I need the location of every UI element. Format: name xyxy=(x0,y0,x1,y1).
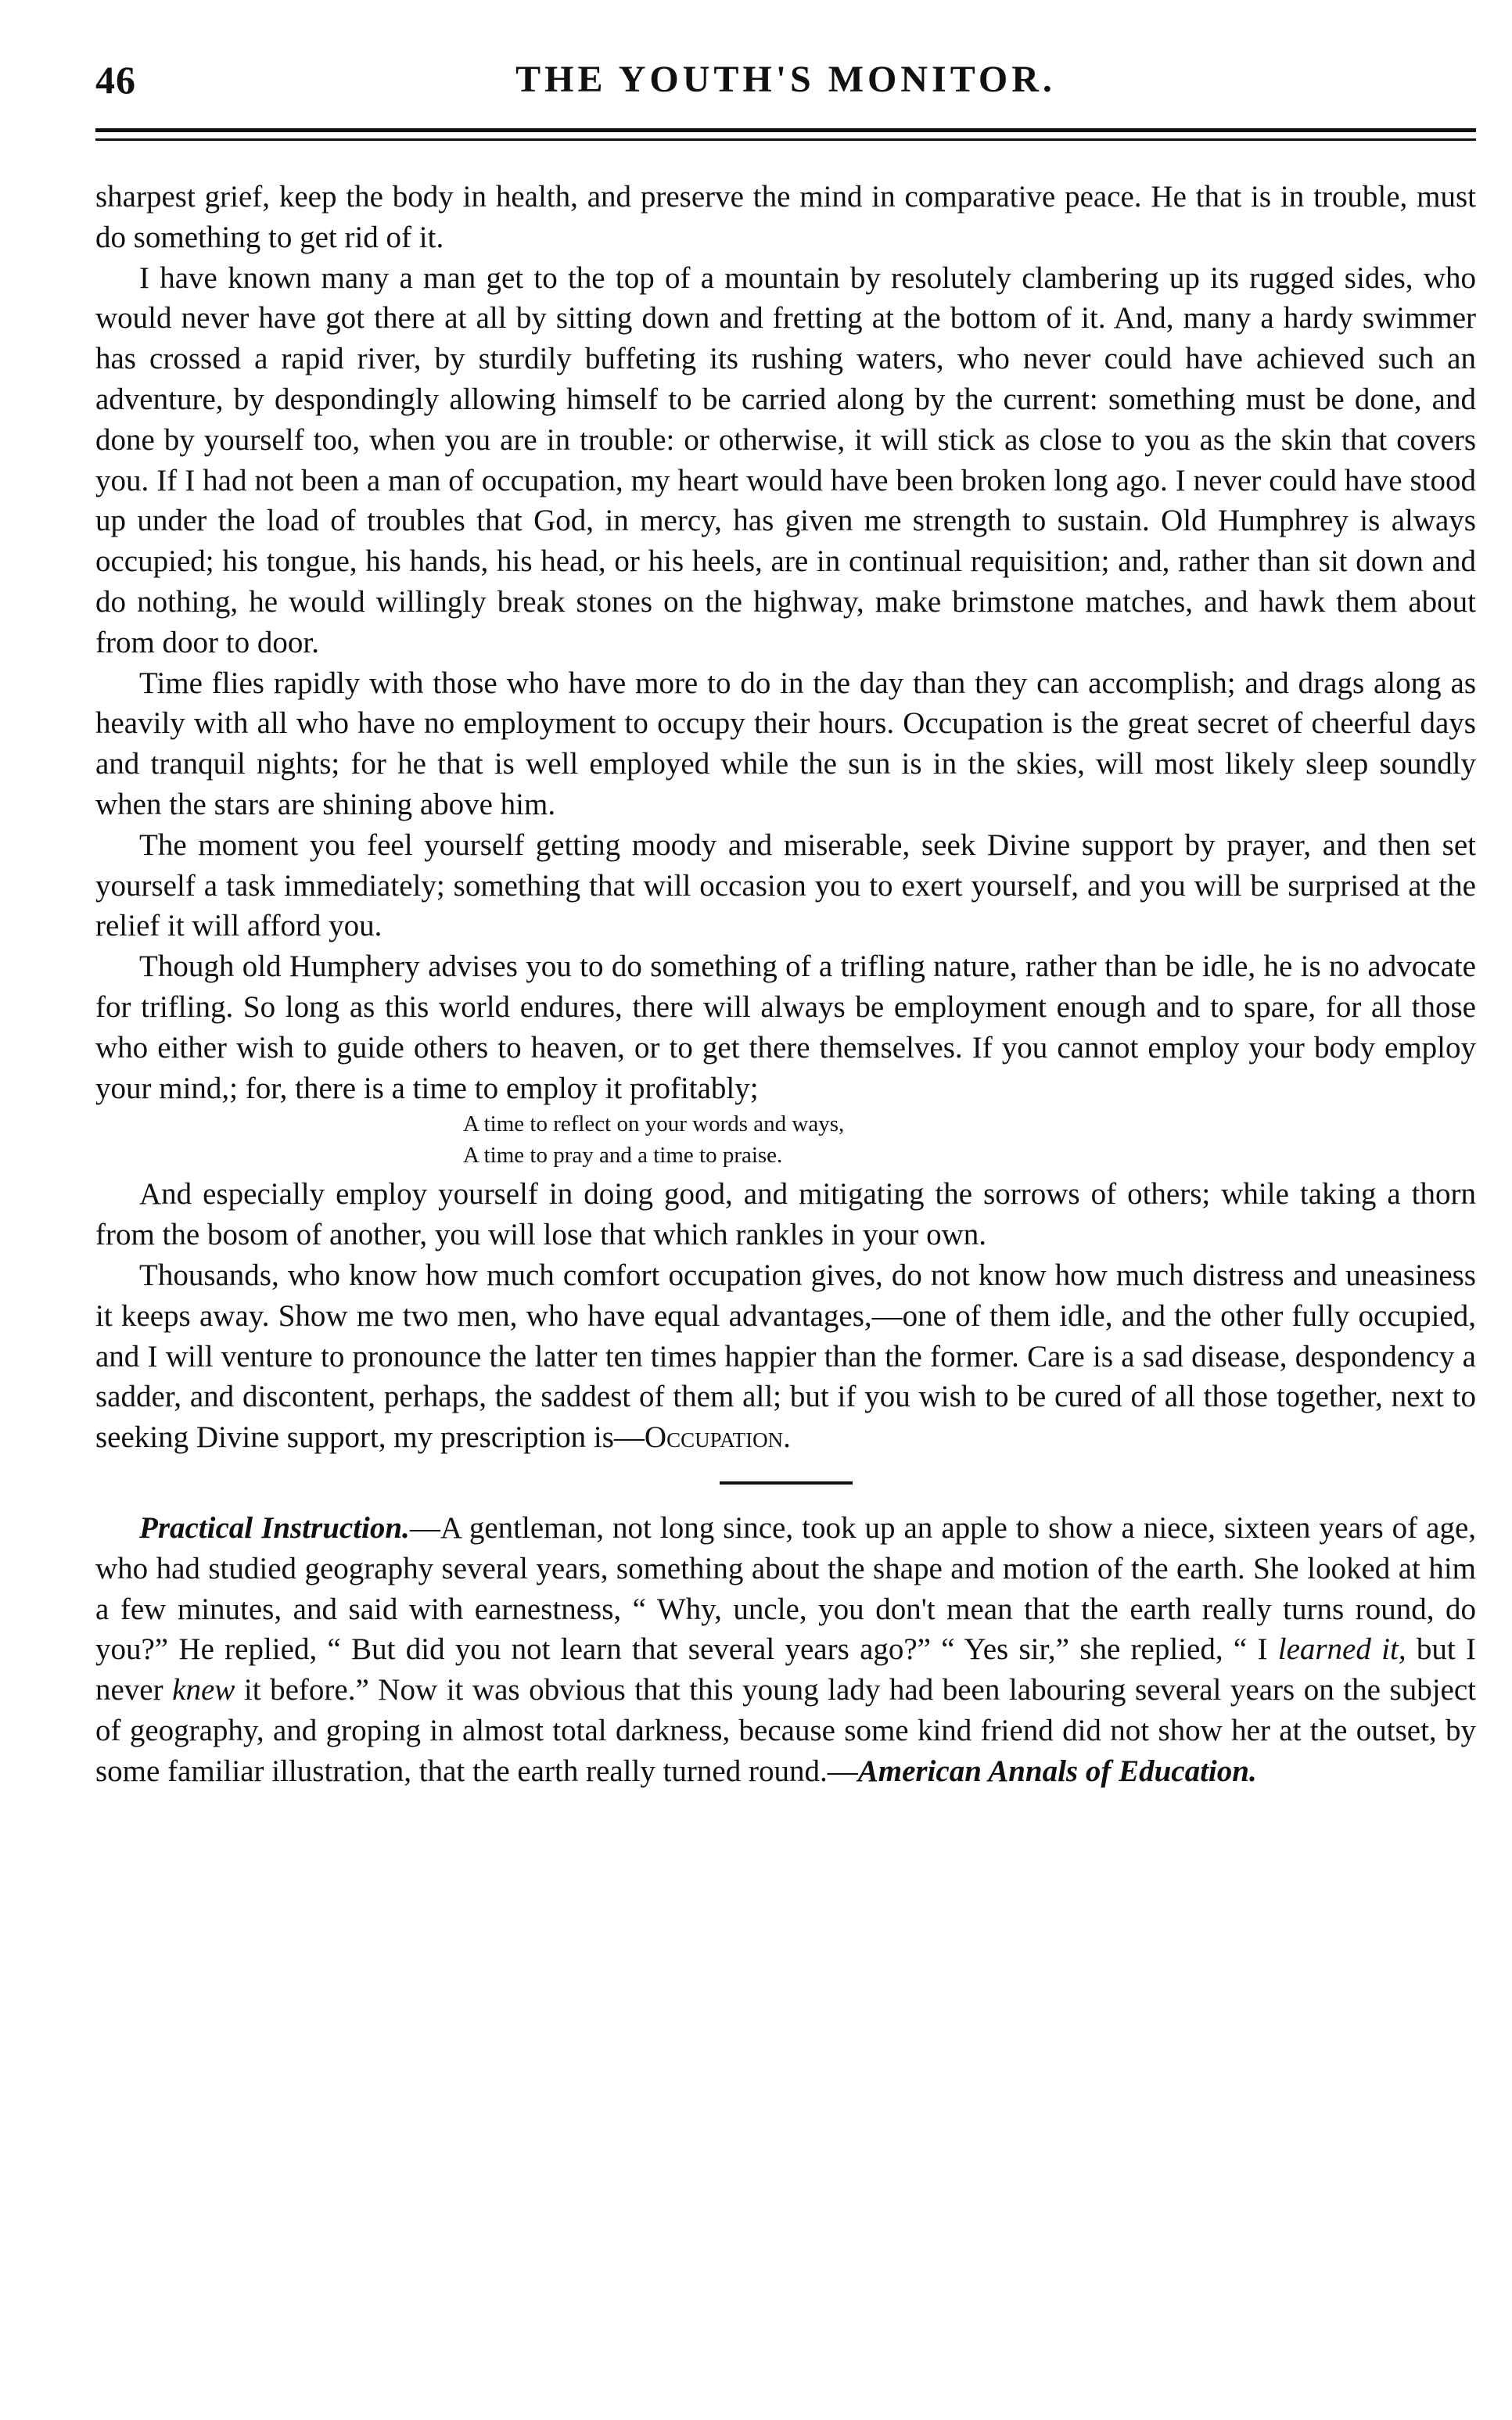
paragraph: Time flies rapidly with those who have more to do in the day than they can accomplish; and drags along as heavily with all who have no employment to occupy their hours. Occupation is the great secret of cheerful days and tranquil nights; for he that is well employed while the sun is in the skies, will most likely sleep soundly when the stars are shining above him. xyxy=(95,666,1476,821)
article-body xyxy=(95,177,1476,1791)
source-citation: American Annals of Education. xyxy=(857,1754,1257,1788)
paragraph-text: Thousands, who know how much comfort occupation gives, do not know how much distress and uneasiness it keeps away. Show me two men, who have equal advantages,—one of them idle, and the other fully occupied, and I will venture to pronounce the latter ten times happier than the former. Care is a sad disease, despondency a sadder, and discontent, perhaps, the saddest of them all; but if you wish to be cured of all those together, next to seeking Divine support, my prescription is— xyxy=(95,1258,1476,1455)
paragraph: I have known many a man get to the top of a mountain by resolutely clambering up its rugged sides, who would never have got there at all by sitting down and fretting at the bottom of it. And, many a hardy swimmer has crossed a rapid river, by sturdily buffeting its rushing waters, who never could have achieved such an adventure, by despondingly allowing himself to be carried along by the current: something must be done, and done by yourself too, when you are in trouble: or otherwise, it will stick as close to you as the skin that covers you. If I had not been a man of occupation, my heart would have been broken long ago. I never could have stood up under the load of troubles that God, in mercy, has given me strength to sustain. Old Humphrey is always occupied; his tongue, his hands, his head, or his heels, are in continual requisition; and, rather than sit down and do nothing, he would willingly break stones on the highway, make brimstone matches, and hawk them about from door to door. xyxy=(95,260,1476,659)
paragraph: The moment you feel yourself getting moody and miserable, seek Divine support by prayer, and then set yourself a task immediately; something that will occasion you to exert yourself, and you will be surprised at the relief it will afford you. xyxy=(95,828,1476,943)
section-divider xyxy=(720,1481,853,1485)
paragraph xyxy=(95,1508,1476,1792)
paragraph-text: it before.” Now it was obvious that this young lady had been labouring several years on the subject of geography, and groping in almost total darkness, because some kind friend did not show her at the outset, by some familiar illustration, that the earth really turned round.— xyxy=(95,1673,1476,1788)
italic-word: knew xyxy=(172,1673,235,1707)
occupation-word: Occupation. xyxy=(644,1420,791,1455)
paragraph-text: but I never xyxy=(95,1632,1476,1707)
paragraph: Though old Humphery advises you to do something of a trifling nature, rather than be idle, he is no advocate for trifling. So long as this world endures, there will always be employment enough and to spare, for all those who either wish to guide others to heaven, or to get there themselves. If you cannot employ your body employ your mind,; for, there is a time to employ it profitably; xyxy=(95,950,1476,1105)
verse-line: A time to pray and a time to praise. xyxy=(463,1143,783,1169)
page-header xyxy=(95,48,1476,111)
section-title: Practical Instruction. xyxy=(139,1510,410,1545)
italic-phrase: learned it, xyxy=(1277,1632,1406,1667)
paragraph-text: —A gentleman, not long since, took up an apple to show a niece, sixteen years of age, who had studied geography several years, something about the shape and motion of the earth. She looked at him a few minutes, and said with earnestness, “ Why, uncle, you don't mean that the earth really turns round, do you?” He replied, “ But did you not learn that several years ago?” “ Yes sir,” she replied, “ I xyxy=(95,1510,1477,1667)
verse-line: A time to reflect on your words and ways, xyxy=(463,1111,845,1137)
verse-quote xyxy=(95,1108,1476,1171)
page-number: 46 xyxy=(95,58,136,102)
paragraph: And especially employ yourself in doing good, and mitigating the sorrows of others; while taking a thorn from the bosom of another, you will lose that which rankles in your own. xyxy=(95,1177,1476,1252)
header-rule xyxy=(95,128,1476,141)
paragraph-continued: sharpest grief, keep the body in health, and preserve the mind in comparative peace. He that is in trouble, must do something to get rid of it. xyxy=(95,180,1476,254)
running-title: THE YOUTH'S MONITOR. xyxy=(515,59,1056,100)
paragraph xyxy=(95,1255,1476,1458)
practical-instruction-section xyxy=(95,1508,1476,1792)
